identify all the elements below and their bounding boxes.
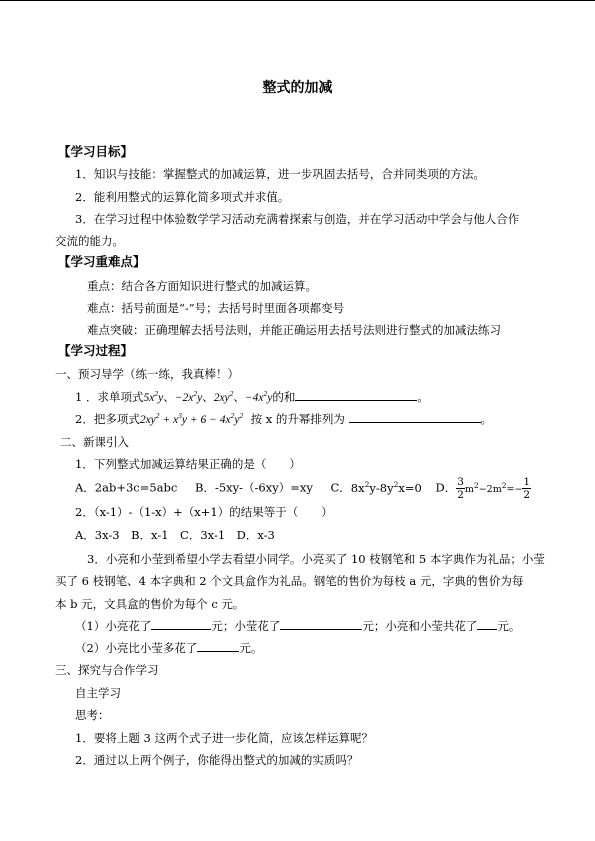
goal-item-3: 3．在学习过程中体验数学学习活动充满着探索与创造，并在学习活动中学会与他人合作: [75, 212, 520, 226]
answer-blank[interactable]: [295, 389, 417, 401]
answer-blank[interactable]: [280, 618, 362, 630]
think-label: 思考：: [75, 708, 110, 722]
intro-question-3-part-2: （2）小亮比小莹多花了 元。: [75, 641, 263, 655]
intro-question-3-line-1: 3．小亮和小莹到希望小学去看望小同学。小亮买了 10 枝钢笔和 5 本字典作为礼品；小莹: [87, 552, 545, 566]
preview-question-2: 2．把多项式$2xy^2 + x^3y + 6 - 4x^2y^2$ 按 x 的升幂排列为 。: [75, 411, 493, 426]
page-top-border: [0, 0, 595, 1]
intro-question-3-line-3: 本 b 元，文具盒的售价为每个 c 元。: [55, 597, 245, 611]
intro-question-1-options: A．2ab+3c=5abc B．-5xy-（-6xy）=xy C．$8x^2y-8y^2x=0$ D． $\frac{3}{2}$ $m^2-2m^2=-$ $\frac{1}{2}$: [75, 476, 531, 501]
intro-question-3-part-1: （1）小亮花了 元；小莹花了 元；小亮和小莹共花了 元。: [75, 619, 521, 633]
explore-question-2: 2．通过以上两个例子，你能得出整式的加减的实质吗？: [75, 753, 359, 767]
section-2-title: 二、新课引入: [60, 435, 129, 449]
page-title: 整式的加减: [262, 80, 333, 96]
goal-item-1: 1．知识与技能：掌握整式的加减运算，进一步巩固去括号，合并同类项的方法。: [75, 167, 485, 181]
key-breakthrough: 难点突破：正确理解去括号法则，并能正确运用去括号法则进行整式的加减法练习: [87, 323, 501, 337]
answer-blank[interactable]: [349, 411, 481, 423]
answer-blank[interactable]: [477, 618, 497, 630]
answer-blank[interactable]: [151, 618, 211, 630]
answer-blank[interactable]: [197, 640, 239, 652]
intro-question-3-line-2: 买了 6 枝钢笔、4 本字典和 2 个文具盒作为礼品。钢笔的售价为每枝 a 元，字典的售价为每: [55, 574, 524, 588]
goal-item-2: 2．能利用整式的运算化简多项式并求值。: [75, 190, 290, 204]
explore-question-1: 1．要将上题 3 这两个式子进一步化简，应该怎样运算呢？: [75, 731, 373, 745]
goals-heading: 【学习目标】: [58, 144, 134, 159]
key-focus: 重点：结合各方面知识进行整式的加减运算。: [87, 279, 317, 293]
key-points-heading: 【学习重难点】: [58, 254, 146, 269]
goal-item-3-cont: 交流的能力。: [55, 234, 124, 248]
intro-question-1: 1．下列整式加减运算结果正确的是（ ）: [75, 457, 301, 471]
process-heading: 【学习过程】: [58, 343, 134, 358]
section-3-title: 三、探究与合作学习: [55, 663, 159, 677]
self-study-label: 自主学习: [75, 686, 121, 700]
key-difficulty: 难点：括号前面是“-”号；去括号时里面各项都变号: [87, 301, 345, 315]
section-1-title: 一、预习导学（练一练，我真棒！）: [55, 367, 239, 381]
intro-question-2-options: A．3x-3 B．x-1 C．3x-1 D．x-3: [75, 528, 275, 542]
intro-question-2: 2．（x-1）-（1-x）+（x+1）的结果等于（ ）: [75, 505, 333, 519]
preview-question-1: 1 ．求单项式$5x^2y$、$-2x^2y$、$2xy^2$、$-4x^2y$的和 。: [75, 389, 429, 404]
